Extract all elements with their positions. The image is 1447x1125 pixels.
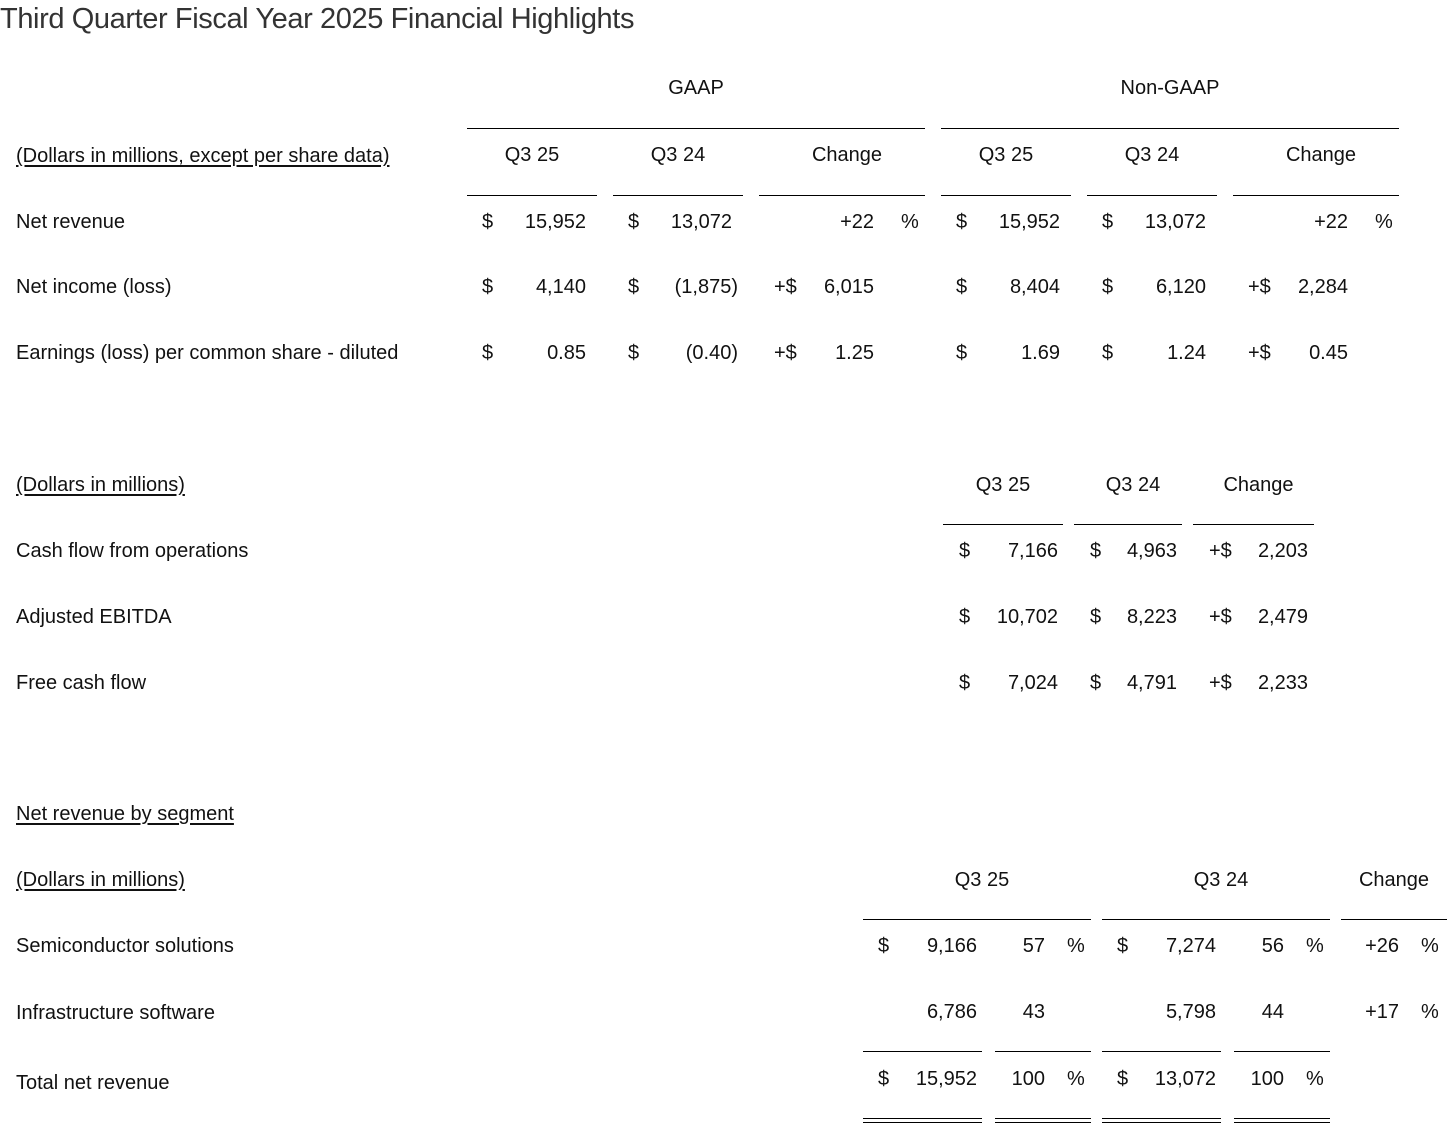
cf-change-value: 2,479 [1257, 606, 1308, 628]
dollar-sign: $ [959, 540, 971, 562]
col-rule [1102, 919, 1330, 920]
total-q3-25-pct: 100 [1011, 1068, 1045, 1090]
total-q3-24-pct: 100 [1250, 1068, 1284, 1090]
gaap-change-value: +22 [840, 211, 874, 233]
col-rule [941, 195, 1071, 196]
dollar-sign: $ [956, 211, 968, 233]
cf-q3-24-value: 4,791 [1126, 672, 1177, 694]
ng-q3-24-value: 6,120 [1155, 276, 1206, 298]
non-gaap-header: Non-GAAP [1120, 77, 1220, 99]
col-rule [1193, 524, 1314, 525]
dollar-sign: $ [628, 211, 640, 233]
total-q3-24-value: 13,072 [1154, 1068, 1216, 1090]
seg-change-value: +26 [1365, 935, 1399, 957]
col-cf-q3-25: Q3 25 [975, 474, 1031, 496]
row-label: Net income (loss) [16, 276, 172, 298]
subtotal-rule [995, 1051, 1091, 1052]
dollar-sign: $ [1117, 1068, 1129, 1090]
col-rule [1074, 524, 1182, 525]
total-double-rule [1234, 1118, 1330, 1123]
dollar-sign: $ [482, 211, 494, 233]
dollar-sign: $ [628, 276, 640, 298]
non-gaap-header-rule [941, 128, 1399, 129]
dollar-sign: $ [482, 342, 494, 364]
seg-q3-24-value: 7,274 [1165, 935, 1216, 957]
col-cf-change: Change [1223, 474, 1294, 496]
dollar-sign: $ [956, 342, 968, 364]
dollar-sign: $ [1102, 211, 1114, 233]
ng-q3-24-value: 13,072 [1144, 211, 1206, 233]
ng-change-value: 2,284 [1297, 276, 1348, 298]
total-q3-25-value: 15,952 [915, 1068, 977, 1090]
gaap-q3-24-value: (1,875) [674, 276, 738, 298]
col-rule [467, 195, 597, 196]
seg-q3-25-value: 6,786 [926, 1001, 977, 1023]
cf-q3-25-value: 10,702 [996, 606, 1058, 628]
change-prefix: +$ [1209, 606, 1232, 628]
segment-heading: Net revenue by segment [16, 803, 234, 825]
cf-q3-25-value: 7,024 [1007, 672, 1058, 694]
subtotal-rule [1102, 1051, 1221, 1052]
col-ng-q3-24: Q3 24 [1124, 144, 1180, 166]
cf-q3-24-value: 8,223 [1126, 606, 1177, 628]
change-prefix: +$ [1248, 342, 1271, 364]
gaap-header: GAAP [668, 77, 724, 99]
change-prefix: +$ [1209, 672, 1232, 694]
col-gaap-q3-24: Q3 24 [650, 144, 706, 166]
dollar-sign: $ [628, 342, 640, 364]
seg-q3-25-pct: 43 [1022, 1001, 1045, 1023]
gaap-header-rule [467, 128, 925, 129]
page-title: Third Quarter Fiscal Year 2025 Financial Highlights [0, 3, 635, 35]
seg-q3-24-value: 5,798 [1165, 1001, 1216, 1023]
change-prefix: +$ [774, 276, 797, 298]
dollar-sign: $ [959, 672, 971, 694]
row-label: Adjusted EBITDA [16, 606, 172, 628]
dollar-sign: $ [1090, 540, 1102, 562]
col-seg-change: Change [1358, 869, 1430, 891]
percent-sign: % [1067, 935, 1085, 957]
col-ng-change: Change [1285, 144, 1357, 166]
subtotal-rule [1234, 1051, 1330, 1052]
gaap-change-value: 6,015 [823, 276, 874, 298]
dollar-sign: $ [878, 1068, 890, 1090]
cf-change-value: 2,233 [1257, 672, 1308, 694]
dollar-sign: $ [878, 935, 890, 957]
dollar-sign: $ [1102, 342, 1114, 364]
ng-q3-25-value: 1.69 [1021, 342, 1060, 364]
seg-q3-25-value: 9,166 [926, 935, 977, 957]
percent-sign: % [1421, 935, 1439, 957]
col-cf-q3-24: Q3 24 [1105, 474, 1161, 496]
col-gaap-change: Change [811, 144, 883, 166]
col-rule [943, 524, 1063, 525]
ng-change-value: 0.45 [1309, 342, 1348, 364]
change-prefix: +$ [1209, 540, 1232, 562]
col-rule [759, 195, 925, 196]
change-prefix: +$ [1248, 276, 1271, 298]
col-rule [863, 919, 1091, 920]
gaap-q3-24-value: 13,072 [670, 211, 732, 233]
percent-sign: % [1421, 1001, 1439, 1023]
col-rule [1233, 195, 1399, 196]
ng-q3-25-value: 15,952 [998, 211, 1060, 233]
total-double-rule [863, 1118, 982, 1123]
dollar-sign: $ [482, 276, 494, 298]
percent-sign: % [1306, 935, 1324, 957]
dollar-sign: $ [1117, 935, 1129, 957]
seg-q3-24-pct: 44 [1261, 1001, 1284, 1023]
gaap-q3-25-value: 15,952 [524, 211, 586, 233]
percent-sign: % [1375, 211, 1393, 233]
ng-q3-24-value: 1.24 [1167, 342, 1206, 364]
dollar-sign: $ [956, 276, 968, 298]
seg-q3-24-pct: 56 [1261, 935, 1284, 957]
cf-change-value: 2,203 [1257, 540, 1308, 562]
row-label: Net revenue [16, 211, 125, 233]
gaap-q3-24-value: (0.40) [685, 342, 738, 364]
col-rule [1341, 919, 1447, 920]
dollar-sign: $ [1102, 276, 1114, 298]
cf-q3-24-value: 4,963 [1126, 540, 1177, 562]
segment-unit-label: (Dollars in millions) [16, 869, 185, 891]
row-label: Earnings (loss) per common share - diluted [16, 342, 399, 364]
col-rule [1087, 195, 1217, 196]
row-label: Cash flow from operations [16, 540, 249, 562]
col-seg-q3-24: Q3 24 [1193, 869, 1249, 891]
row-label: Semiconductor solutions [16, 935, 234, 957]
row-label: Free cash flow [16, 672, 147, 694]
dollar-sign: $ [1090, 606, 1102, 628]
seg-change-value: +17 [1365, 1001, 1399, 1023]
total-double-rule [1102, 1118, 1221, 1123]
percent-sign: % [1306, 1068, 1324, 1090]
gaap-q3-25-value: 0.85 [547, 342, 586, 364]
row-label: Infrastructure software [16, 1002, 215, 1024]
ng-q3-25-value: 8,404 [1009, 276, 1060, 298]
dollar-sign: $ [1090, 672, 1102, 694]
col-ng-q3-25: Q3 25 [978, 144, 1034, 166]
col-gaap-q3-25: Q3 25 [504, 144, 560, 166]
ng-change-value: +22 [1314, 211, 1348, 233]
row-label: Total net revenue [16, 1072, 170, 1094]
seg-q3-25-pct: 57 [1022, 935, 1045, 957]
subtotal-rule [863, 1051, 982, 1052]
highlights-unit-label: (Dollars in millions, except per share data) [16, 145, 390, 167]
gaap-q3-25-value: 4,140 [535, 276, 586, 298]
col-seg-q3-25: Q3 25 [954, 869, 1010, 891]
gaap-change-value: 1.25 [835, 342, 874, 364]
percent-sign: % [901, 211, 919, 233]
change-prefix: +$ [774, 342, 797, 364]
percent-sign: % [1067, 1068, 1085, 1090]
dollar-sign: $ [959, 606, 971, 628]
total-double-rule [995, 1118, 1091, 1123]
col-rule [613, 195, 743, 196]
cf-q3-25-value: 7,166 [1007, 540, 1058, 562]
cashflow-unit-label: (Dollars in millions) [16, 474, 185, 496]
